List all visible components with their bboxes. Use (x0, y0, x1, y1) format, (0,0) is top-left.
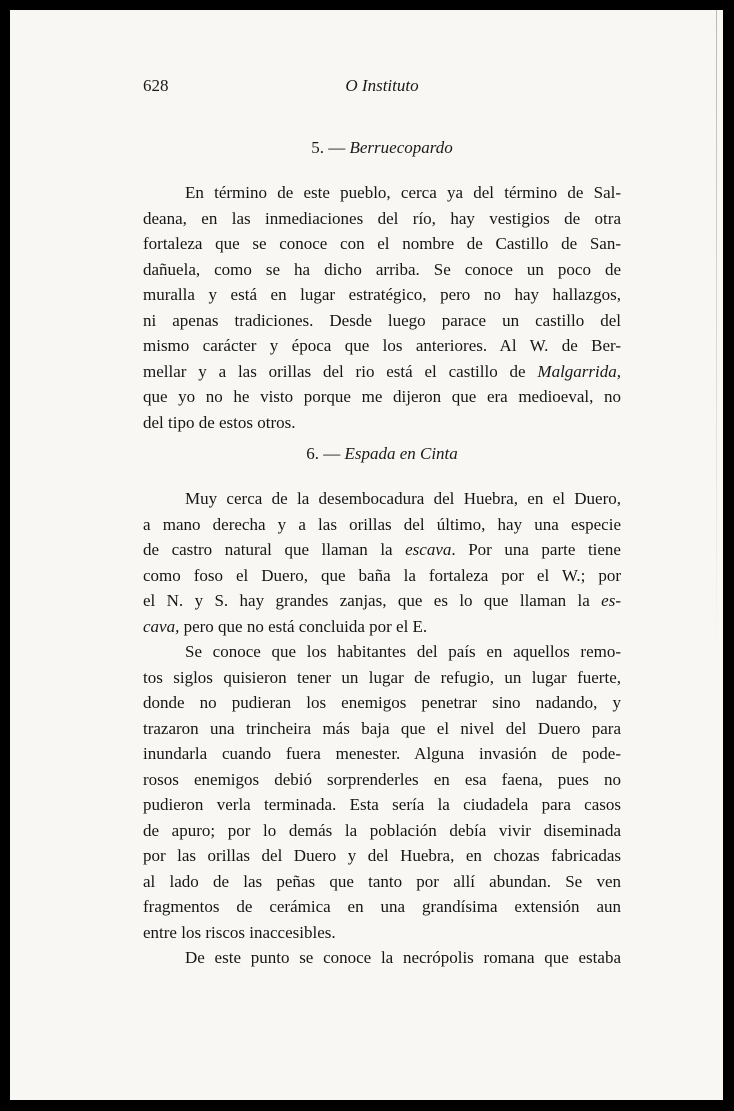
section-6-heading (143, 444, 621, 464)
italic-term: escava (405, 540, 452, 559)
section-6-paragraph-2 (143, 639, 621, 945)
text-fragment: pero que no está concluida por el E. (179, 616, 428, 636)
text-line: deana, en las inmediaciones del río, hay vestigios de otra (143, 208, 621, 228)
text-fragment: el N. y S. hay grandes zanjas, que es lo que llaman la (143, 591, 602, 610)
page-edge-shadow (716, 10, 717, 664)
text-line: como foso el Duero, que baña la fortaleza por el W.; por (143, 565, 621, 585)
running-title: O Instituto (345, 76, 419, 95)
text-line: de apuro; por lo demás la población debía vivir diseminada (143, 820, 621, 840)
text-line: muralla y está en lugar estratégico, pero no hay hallazgos, (143, 285, 621, 304)
text-fragment: de castro natural que llaman la (143, 540, 406, 559)
text-line: donde no pudieran los enemigos penetrar sino nadando, y (143, 693, 621, 712)
text-line: rosos enemigos debió sorprenderles en esa faena, pues no (143, 769, 621, 789)
italic-place-name: Malgarrida, (537, 361, 621, 381)
text-line: al lado de las peñas que tanto por allí abundan. Se ven (143, 871, 621, 891)
text-line: dañuela, como se ha dicho arriba. Se conoce un poco de (143, 259, 621, 279)
section-6-number: 6. — (306, 444, 341, 463)
text-line: fortaleza que se conoce con el nombre de Castillo de San- (143, 234, 621, 253)
text-line: De este punto se conoce la necrópolis romana que estaba (185, 948, 621, 967)
text-fragment: mellar y a las orillas del rio está el castillo de (143, 361, 538, 381)
text-line (143, 359, 621, 385)
section-5-title: Berruecopardo (349, 138, 453, 157)
text-line: que yo no he visto porque me dijeron que era medioeval, no (143, 387, 621, 406)
section-6-paragraph-1 (143, 486, 621, 639)
section-6-paragraph-3 (143, 945, 621, 971)
italic-term: cava, (143, 616, 180, 636)
text-line: del tipo de estos otros. (143, 412, 296, 432)
text-line: pudieron verla terminada. Esta sería la ciudadela para casos (143, 795, 621, 814)
section-5-number: 5. — (311, 138, 346, 157)
text-line: Muy cerca de la desembocadura del Huebra, en el Duero, (185, 489, 621, 508)
text-line: inundarla cuando fuera menester. Alguna invasión de pode- (143, 744, 621, 763)
text-line (143, 537, 621, 563)
text-line: entre los riscos inaccesibles. (143, 922, 336, 942)
text-line: trazaron una trincheira más baja que el nivel del Duero para (143, 718, 621, 738)
text-line: Se conoce que los habitantes del país en aquellos remo- (185, 642, 621, 661)
section-5-paragraph (143, 180, 621, 435)
text-line: fragmentos de cerámica en una grandísima extensión aun (143, 897, 621, 916)
text-fragment: . Por una parte tiene (451, 540, 621, 559)
text-line: por las orillas del Duero y del Huebra, en chozas fabricadas (143, 846, 621, 865)
section-5-heading (143, 138, 621, 158)
page-number: 628 (143, 76, 169, 95)
text-line: ni apenas tradiciones. Desde luego parace un castillo del (143, 310, 621, 330)
text-line: a mano derecha y a las orillas del último, hay una especie (143, 514, 621, 534)
section-6-title: Espada en Cinta (344, 444, 458, 463)
page-header (143, 76, 621, 100)
text-line: tos siglos quisieron tener un lugar de refugio, un lugar fuerte, (143, 667, 621, 687)
text-line: En término de este pueblo, cerca ya del término de Sal- (185, 183, 621, 202)
book-page (10, 10, 723, 1100)
text-line (143, 588, 621, 614)
text-line: mismo carácter y época que los anteriores. Al W. de Ber- (143, 336, 621, 355)
italic-term: es- (601, 591, 621, 610)
text-line (143, 614, 621, 640)
